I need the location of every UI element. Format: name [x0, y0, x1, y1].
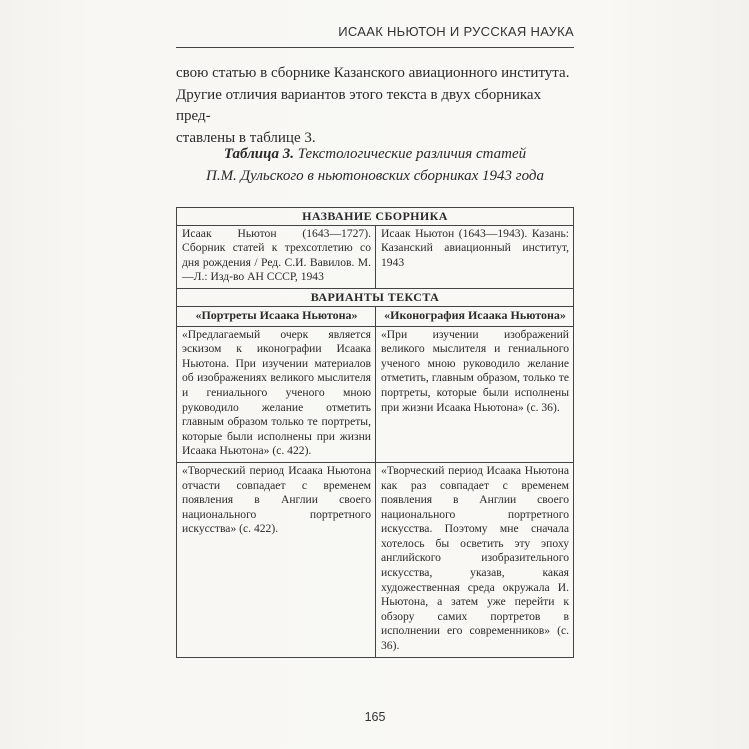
- collection-right: Исаак Ньютон (1643—1943). Казань: Казанский авиационный институт, 1943: [376, 225, 574, 288]
- caption-line-1: [176, 143, 574, 165]
- collection-left: Исаак Ньютон (1643—1727). Сборник статей к трехсотлетию со дня рождения / Ред. С.И. Вавилов. М.—Л.: Изд-во АН СССР, 1943: [177, 225, 376, 288]
- caption-label: Таблица 3.: [223, 146, 294, 162]
- row-2-left: «Творческий период Исаака Ньютона отчасти совпадает с временем появления в Англии своего национального портретного искусства» (с. 422).: [177, 462, 376, 657]
- comparison-table: [176, 207, 574, 658]
- body-text: [176, 63, 574, 149]
- header-collection: НАЗВАНИЕ СБОРНИКА: [177, 208, 574, 226]
- page-number: 165: [364, 710, 386, 724]
- caption-title-part2: П.М. Дульского в ньютоновских сборниках 1943 года: [205, 168, 544, 184]
- row-2-right: «Творческий период Исаака Ньютона как раз совпадает с временем появления в Англии своего национального портретного искусства. Поэтому мне сначала хотелось бы осветить эту эпоху английского изобразительного искусства, указав, какая художественная среда окружала И. Ньютона, а затем уже перейти к обзору самих портретов в исполнении его современников» (с. 36).: [376, 462, 574, 657]
- table-row: [177, 326, 574, 462]
- caption-title-part1: Текстологические различия статей: [294, 146, 527, 162]
- body-line-2: Другие отличия вариантов этого текста в двух сборниках пред-: [176, 86, 542, 124]
- body-line-1: свою статью в сборнике Казанского авиационного института.: [176, 65, 570, 81]
- collection-row: [177, 225, 574, 288]
- table-row: [177, 462, 574, 657]
- row-1-left: «Предлагаемый очерк является эскизом к иконографии Исаака Ньютона. При изучении материалов об изображениях великого мыслителя и гениального ученого мною руководило желание отметить главным образом только те портреты, которые были исполнены при жизни Исаака Ньютона» (с. 422).: [177, 326, 376, 462]
- variant-titles-row: [177, 306, 574, 326]
- table-header-row: [177, 288, 574, 306]
- running-head: ИСААК НЬЮТОН И РУССКАЯ НАУКА: [338, 24, 574, 39]
- table-caption: [176, 143, 574, 187]
- row-1-right: «При изучении изображений великого мыслителя и гениального ученого мною руководило желание отметить, главным образом, только те портреты, которые были исполнены при жизни Исаака Ньютона» (с. 36).: [376, 326, 574, 462]
- variant-right-title: «Иконография Исаака Ньютона»: [376, 306, 574, 326]
- variant-left-title: «Портреты Исаака Ньютона»: [177, 306, 376, 326]
- body-line-3: ставлены в таблице 3.: [176, 129, 316, 146]
- table-header-row: [177, 208, 574, 226]
- header-variants: ВАРИАНТЫ ТЕКСТА: [177, 288, 574, 306]
- header-rule: [176, 47, 574, 48]
